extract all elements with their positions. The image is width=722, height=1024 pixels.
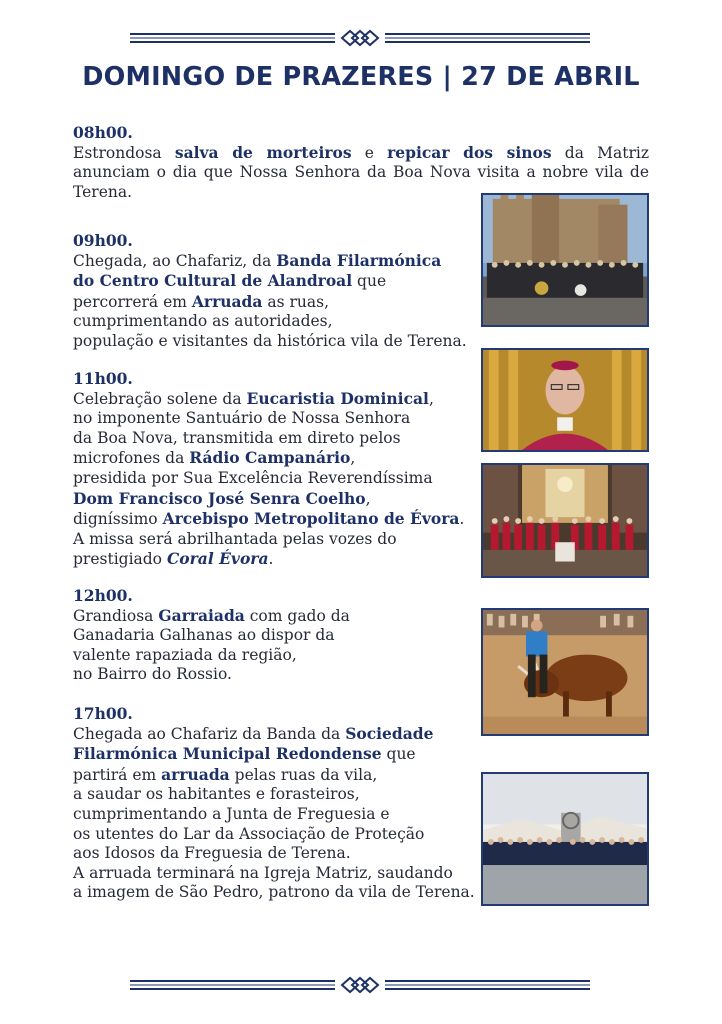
section-time: 08h00. xyxy=(73,123,133,142)
text-line: no Bairro do Rossio. xyxy=(73,665,232,684)
text-line: Celebração solene da Eucaristia Dominical, xyxy=(73,388,434,408)
text-line: aos Idosos da Freguesia de Terena. xyxy=(73,844,351,863)
section-time: 11h00. xyxy=(73,369,133,388)
text-line: no imponente Santuário de Nossa Senhora xyxy=(73,409,411,428)
text-line: Chegada ao Chafariz da Banda da Sociedade xyxy=(73,723,434,743)
section-17h00 xyxy=(73,704,475,903)
section-time: 12h00. xyxy=(73,586,133,605)
page-title: DOMINGO DE PRAZERES | 27 DE ABRIL xyxy=(82,62,640,92)
text-line: a imagem de São Pedro, patrono da vila de Terena. xyxy=(73,883,475,902)
photo-garraiada xyxy=(481,608,649,736)
photo-choir-church xyxy=(481,463,649,578)
text-line: A missa será abrilhantada pelas vozes do xyxy=(73,529,397,548)
text-line: da Boa Nova, transmitida em direto pelos xyxy=(73,428,401,447)
text-line: prestigiado Coral Évora. xyxy=(73,549,274,569)
section-09h00 xyxy=(73,231,467,352)
section-11h00 xyxy=(73,369,464,570)
photo-archbishop-portrait xyxy=(481,348,649,452)
photo-band-castle xyxy=(481,193,649,327)
text-line: Grandiosa Garraiada com gado da xyxy=(73,605,350,625)
text-line: cumprimentando as autoridades, xyxy=(73,312,333,331)
text-line: presidida por Sua Excelência Reverendíssima xyxy=(73,468,433,487)
text-line: Dom Francisco José Senra Coelho, xyxy=(73,488,371,508)
text-line: Filarmónica Municipal Redondense que xyxy=(73,744,416,764)
text-line: A arruada terminará na Igreja Matriz, saudando xyxy=(73,863,453,882)
text-line: anunciam o dia que Nossa Senhora da Boa Nova visita a nobre vila de xyxy=(73,163,649,182)
text-line: valente rapaziada da região, xyxy=(73,645,297,664)
bottom-ornament-divider xyxy=(130,975,590,995)
text-line: Terena. xyxy=(73,182,133,201)
text-line: os utentes do Lar da Associação de Proteção xyxy=(73,824,425,843)
section-08h00 xyxy=(73,123,649,202)
photo-band-square xyxy=(481,772,649,906)
top-ornament-divider xyxy=(130,28,590,48)
text-line: cumprimentando a Junta de Freguesia e xyxy=(73,804,390,823)
text-line: do Centro Cultural de Alandroal que xyxy=(73,271,387,291)
section-time: 09h00. xyxy=(73,231,133,250)
section-time: 17h00. xyxy=(73,704,133,723)
text-line: digníssimo Arcebispo Metropolitano de Évora. xyxy=(73,509,465,529)
text-line: a saudar os habitantes e forasteiros, xyxy=(73,785,360,804)
text-line: população e visitantes da histórica vila de Terena. xyxy=(73,331,467,350)
text-line: microfones da Rádio Campanário, xyxy=(73,448,356,468)
text-line: Chegada, ao Chafariz, da Banda Filarmónica xyxy=(73,250,442,270)
text-line: Ganadaria Galhanas ao dispor da xyxy=(73,626,335,645)
text-line: Estrondosa salva de morteiros e repicar dos sinos da Matriz xyxy=(73,142,649,162)
section-12h00 xyxy=(73,586,350,685)
text-line: partirá em arruada pelas ruas da vila, xyxy=(73,764,378,784)
text-line: percorrerá em Arruada as ruas, xyxy=(73,291,330,311)
